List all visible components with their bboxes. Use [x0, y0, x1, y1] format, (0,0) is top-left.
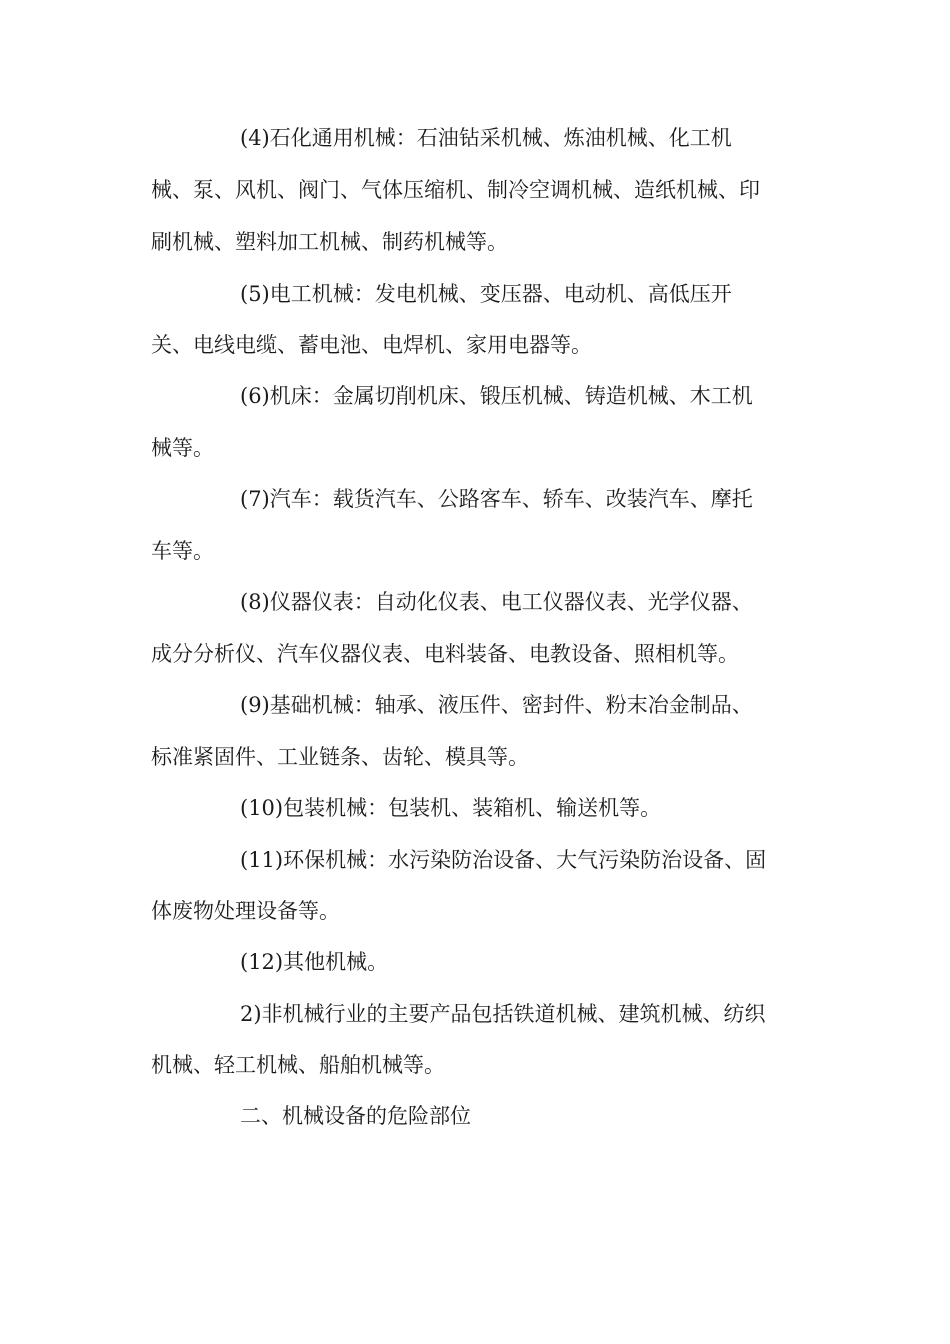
paragraph-11-line-2: 体废物处理设备等。 [151, 899, 340, 923]
paragraph-12-line-1: (12)其他机械。 [240, 950, 389, 974]
paragraph-7-line-2: 车等。 [151, 539, 214, 563]
paragraph-nonmech-line-1: 2)非机械行业的主要产品包括铁道机械、建筑机械、纺织 [240, 1002, 766, 1026]
paragraph-4-line-1: (4)石化通用机械：石油钻采机械、炼油机械、化工机 [240, 126, 732, 150]
paragraph-7-line-1: (7)汽车：载货汽车、公路客车、轿车、改装汽车、摩托 [240, 487, 753, 511]
paragraph-6-line-1: (6)机床：金属切削机床、锻压机械、铸造机械、木工机 [240, 384, 753, 408]
paragraph-5-line-1: (5)电工机械：发电机械、变压器、电动机、高低压开 [240, 282, 732, 306]
paragraph-nonmech-line-2: 机械、轻工机械、船舶机械等。 [151, 1053, 445, 1077]
paragraph-5-line-2: 关、电线电缆、蓄电池、电焊机、家用电器等。 [151, 333, 592, 357]
paragraph-9-line-2: 标准紧固件、工业链条、齿轮、模具等。 [151, 745, 529, 769]
paragraph-4-line-2: 械、泵、风机、阀门、气体压缩机、制冷空调机械、造纸机械、印 [151, 178, 760, 202]
paragraph-8-line-2: 成分分析仪、汽车仪器仪表、电料装备、电教设备、照相机等。 [151, 642, 739, 666]
paragraph-10-line-1: (10)包装机械：包装机、装箱机、输送机等。 [240, 796, 662, 820]
paragraph-11-line-1: (11)环保机械：水污染防治设备、大气污染防治设备、固 [240, 848, 767, 872]
section-heading: 二、机械设备的危险部位 [240, 1104, 471, 1128]
paragraph-8-line-1: (8)仪器仪表：自动化仪表、电工仪器仪表、光学仪器、 [240, 590, 753, 614]
paragraph-4-line-3: 刷机械、塑料加工机械、制药机械等。 [151, 230, 508, 254]
paragraph-6-line-2: 械等。 [151, 436, 214, 460]
paragraph-9-line-1: (9)基础机械：轴承、液压件、密封件、粉末冶金制品、 [240, 693, 753, 717]
